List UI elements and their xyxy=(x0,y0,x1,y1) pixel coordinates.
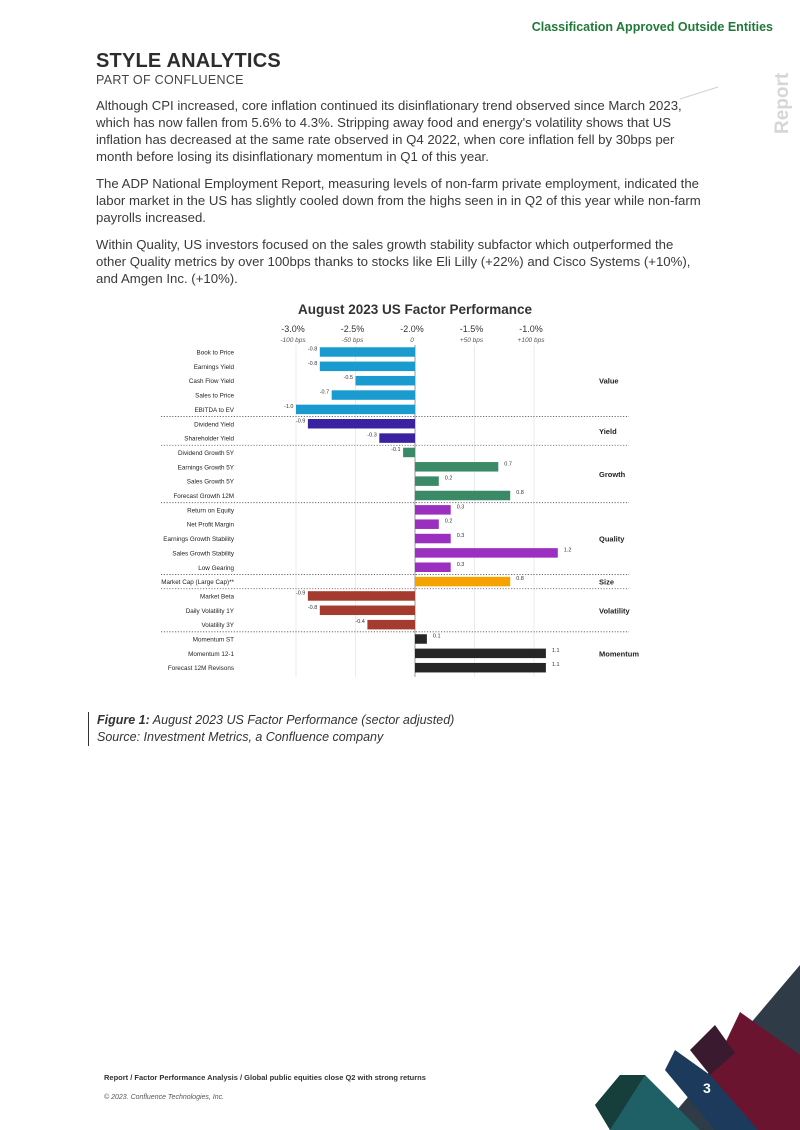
data-label: 0.2 xyxy=(444,518,453,525)
category-label: Sales to Price xyxy=(195,392,234,400)
x-tick-sublabel: +100 bps xyxy=(517,337,545,344)
bar xyxy=(415,476,439,486)
x-tick-sublabel: -50 bps xyxy=(341,337,364,344)
paragraph-3: Within Quality, US investors focused on the sales growth stability subfactor which outperformed the other Quality metrics by over 100bps thanks to stocks like Eli Lilly (+22%) and Cisco Systems (+10%), and Amgen Inc. (+10%). xyxy=(96,237,691,286)
category-label: Sales Growth 5Y xyxy=(186,478,234,486)
bar xyxy=(415,534,451,544)
group-label: Size xyxy=(599,577,615,587)
data-label: 1.1 xyxy=(551,662,560,669)
data-label: 0.8 xyxy=(516,490,524,496)
group-label: Volatility xyxy=(599,606,630,616)
side-report-label xyxy=(768,62,796,142)
bar xyxy=(379,433,415,443)
bar xyxy=(356,376,416,386)
bar xyxy=(403,448,415,458)
bar xyxy=(296,405,415,415)
data-label: 0.8 xyxy=(516,576,524,583)
category-label: Shareholder Yield xyxy=(184,435,234,443)
x-tick-sublabel: +50 bps xyxy=(459,337,484,344)
x-tick-label: -1.0% xyxy=(519,324,543,334)
x-tick-sublabel: 0 xyxy=(410,337,414,344)
chart-svg xyxy=(159,300,643,678)
x-tick-label: -3.0% xyxy=(281,324,305,334)
footer-breadcrumb: Report / Factor Performance Analysis / Global public equities close Q2 with strong returns xyxy=(104,1073,426,1082)
page-number: 3 xyxy=(703,1080,711,1096)
category-label: Forecast Growth 12M xyxy=(173,493,234,500)
category-label: Market Cap (Large Cap)** xyxy=(161,579,234,587)
footer-copyright: © 2023. Confluence Technologies, Inc. xyxy=(104,1094,225,1101)
category-label: Net Profit Margin xyxy=(186,521,234,529)
chart-title: August 2023 US Factor Performance xyxy=(297,302,533,317)
x-tick-label: -2.0% xyxy=(400,324,424,334)
data-label: 0.7 xyxy=(504,461,512,468)
category-label: Sales Growth Stability xyxy=(172,550,234,558)
bar xyxy=(415,577,510,587)
category-label: Dividend Yield xyxy=(194,421,234,429)
caption-line-1 xyxy=(97,712,517,729)
figure-caption xyxy=(88,712,517,746)
category-label: Earnings Growth 5Y xyxy=(177,464,234,472)
data-label: -0.8 xyxy=(307,346,318,353)
category-label: Earnings Yield xyxy=(193,363,234,371)
bar xyxy=(415,548,558,558)
group-label: Momentum xyxy=(599,649,639,659)
category-label: EBITDA to EV xyxy=(194,406,234,414)
factor-performance-chart xyxy=(159,300,643,678)
bar xyxy=(320,362,415,372)
page-subtitle: PART OF CONFLUENCE xyxy=(96,73,244,87)
category-label: Forecast 12M Revisons xyxy=(167,665,234,673)
data-label: -0.9 xyxy=(295,590,306,597)
data-label: 0.3 xyxy=(456,504,465,511)
bar xyxy=(415,505,451,514)
data-label: -0.3 xyxy=(367,432,377,439)
bar xyxy=(415,663,546,673)
data-label: 1.1 xyxy=(551,647,560,654)
data-label: -0.8 xyxy=(307,604,318,611)
figure-text: August 2023 US Factor Performance (sector adjusted) xyxy=(149,713,455,727)
category-label: Book to Price xyxy=(196,349,234,357)
bar xyxy=(415,491,510,501)
category-label: Return on Equity xyxy=(187,507,234,515)
caption-source: Source: Investment Metrics, a Confluence company xyxy=(97,730,384,744)
data-label: -0.1 xyxy=(391,446,401,453)
bar xyxy=(415,649,546,659)
bar xyxy=(320,606,415,616)
category-label: Low Gearing xyxy=(198,564,234,572)
data-label: 0.1 xyxy=(432,633,441,640)
page-title: STYLE ANALYTICS xyxy=(96,50,281,72)
category-label: Momentum ST xyxy=(192,636,234,644)
bar xyxy=(415,634,427,644)
group-label: Quality xyxy=(599,534,625,544)
category-label: Cash Flow Yield xyxy=(188,378,234,386)
data-label: -1.0 xyxy=(284,403,294,410)
bar xyxy=(367,620,415,630)
data-label: 0.3 xyxy=(456,561,465,568)
figure-label: Figure 1: xyxy=(97,713,150,727)
category-label: Daily Volatility 1Y xyxy=(185,607,234,615)
x-tick-label: -2.5% xyxy=(340,324,365,334)
paragraph-2: The ADP National Employment Report, measuring levels of non-farm private employment, indicated the labor market in the US has slightly cooled down from the highs seen in in Q2 of this year while non-farm payrolls increased. xyxy=(96,176,701,225)
data-label: -0.7 xyxy=(319,389,330,396)
data-label: -0.5 xyxy=(343,375,353,382)
side-report-text: Report xyxy=(772,72,793,134)
x-tick-label: -1.5% xyxy=(459,324,484,334)
x-tick-sublabel: -100 bps xyxy=(280,337,306,344)
data-label: 1.2 xyxy=(563,547,572,554)
bar xyxy=(415,563,451,573)
bar xyxy=(332,390,415,400)
category-label: Volatility 3Y xyxy=(201,622,234,630)
group-label: Growth xyxy=(599,469,626,479)
data-label: 0.3 xyxy=(456,533,465,540)
corner-decoration xyxy=(590,965,800,1130)
body-text xyxy=(96,97,702,297)
category-label: Dividend Growth 5Y xyxy=(178,449,234,457)
classification-label: Classification Approved Outside Entities xyxy=(531,20,773,34)
category-label: Market Beta xyxy=(200,593,234,601)
bar xyxy=(308,591,415,601)
group-label: Value xyxy=(599,376,619,386)
paragraph-1: Although CPI increased, core inflation continued its disinflationary trend observed since March 2023, which has now fallen from 5.6% to 4.3%. Stripping away food and energy's volatility shows that US inflation has decreased at the same rate observed in Q4 2022, when core inflation fell by 30bps per month before losing its disinflationary momentum in Q1 of this year. xyxy=(96,98,682,164)
bar xyxy=(308,419,415,429)
data-label: -0.4 xyxy=(355,619,365,626)
bar xyxy=(415,519,439,529)
data-label: -0.9 xyxy=(295,418,306,425)
category-label: Momentum 12-1 xyxy=(188,650,234,658)
data-label: 0.2 xyxy=(444,475,453,482)
category-label: Earnings Growth Stability xyxy=(163,536,234,544)
bar xyxy=(320,347,415,357)
data-label: -0.8 xyxy=(307,360,318,367)
group-label: Yield xyxy=(599,426,617,436)
bar xyxy=(415,462,498,472)
